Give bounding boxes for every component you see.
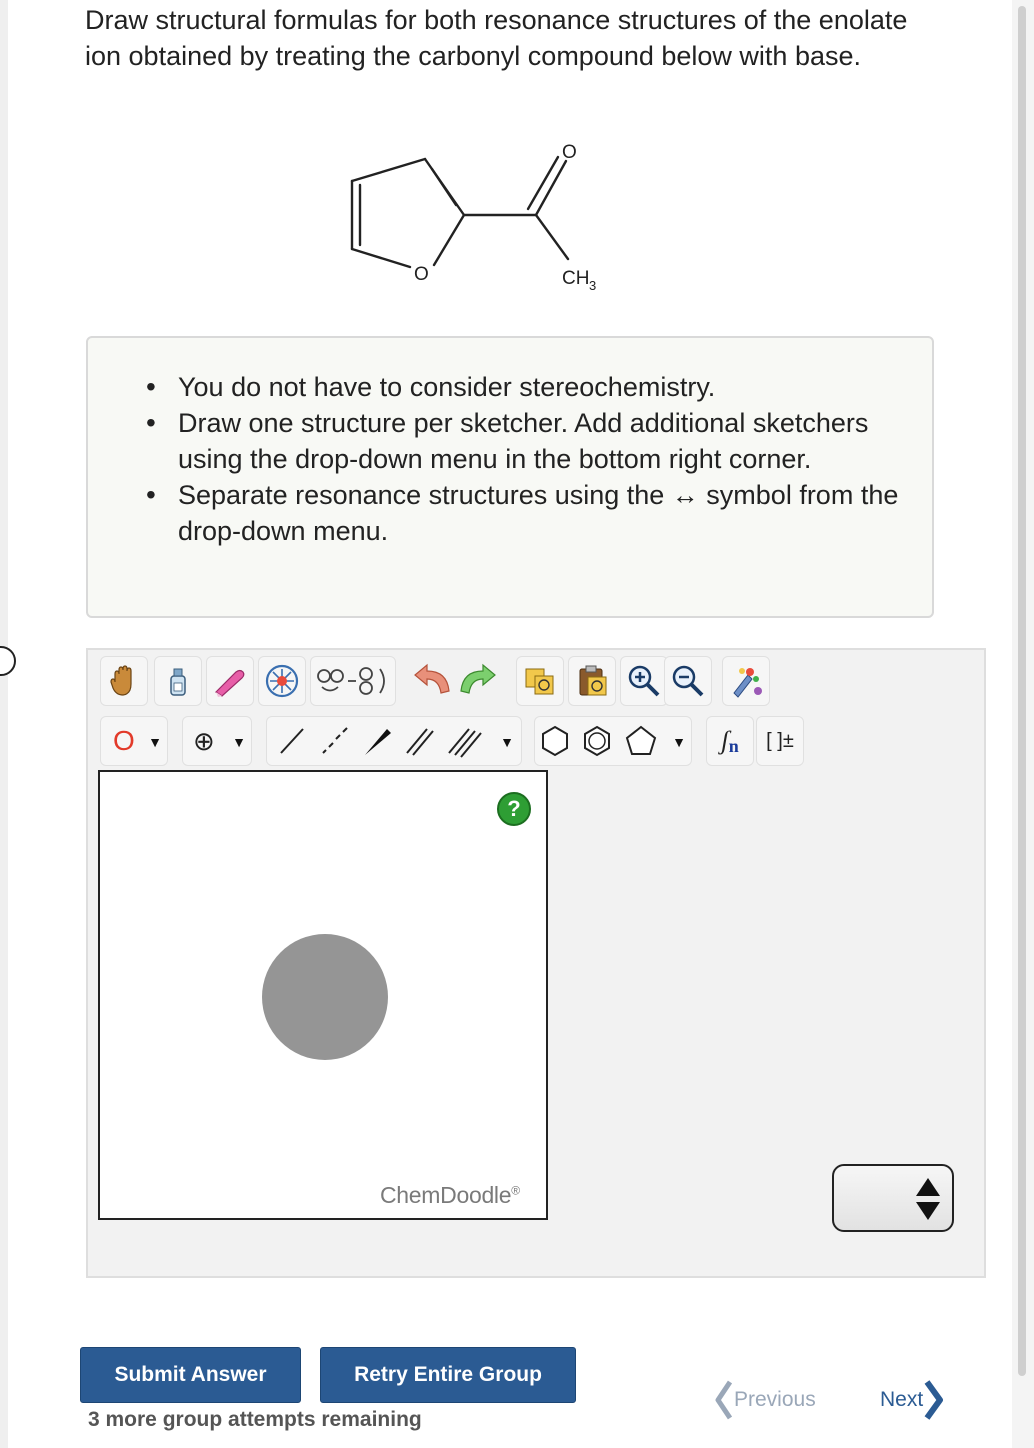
dashed-bond-icon[interactable]	[323, 728, 347, 753]
charge-plus-icon: ⊕	[193, 726, 215, 756]
ring-oxygen-label: O	[414, 264, 429, 285]
ring-tools	[534, 716, 692, 766]
cyclopentane-icon[interactable]	[627, 727, 655, 754]
cyclohexane-icon[interactable]	[543, 727, 567, 755]
undo-redo-group	[410, 656, 500, 706]
charge-selector[interactable]	[182, 716, 252, 766]
scrollbar-thumb[interactable]	[1018, 6, 1026, 1376]
chevron-left-icon	[714, 1380, 734, 1420]
sgroup-label: n	[728, 735, 739, 756]
copy-icon[interactable]	[516, 656, 564, 706]
element-dropdown-icon[interactable]: ▼	[148, 734, 162, 750]
retry-group-button[interactable]: Retry Entire Group	[320, 1347, 576, 1403]
select-arrows-icon	[916, 1176, 940, 1222]
element-label: O	[113, 725, 135, 756]
bracket-label: [ ]±	[766, 729, 794, 752]
ring-dropdown-icon[interactable]: ▼	[672, 734, 686, 750]
instructions-box	[86, 336, 934, 618]
lasso-selection-icon[interactable]	[258, 656, 306, 706]
methyl-subscript: 3	[589, 278, 597, 293]
previous-button[interactable]	[714, 1380, 816, 1420]
zoom-out-icon[interactable]	[664, 656, 712, 706]
eraser-icon[interactable]	[206, 656, 254, 706]
benzene-icon[interactable]	[585, 727, 609, 755]
instruction-item: • Draw one structure per sketcher. Add additional sketchers using the drop-down menu in the bottom right corner.	[178, 405, 918, 477]
bond-tools	[266, 716, 522, 766]
side-collapse-icon[interactable]	[0, 646, 16, 676]
sketcher-canvas[interactable]	[98, 770, 548, 1220]
zoom-in-icon[interactable]	[620, 656, 668, 706]
wedge-bond-icon[interactable]	[365, 729, 391, 755]
next-button[interactable]	[880, 1380, 945, 1420]
charge-dropdown-icon[interactable]: ▼	[232, 734, 246, 750]
template-rotate-icon[interactable]	[310, 656, 396, 706]
triple-bond-icon[interactable]	[449, 729, 481, 757]
scrollbar-track[interactable]	[1012, 0, 1034, 1448]
double-bond-icon[interactable]	[407, 729, 433, 755]
bracket-charge-icon[interactable]	[756, 716, 804, 766]
chevron-right-icon	[923, 1380, 945, 1420]
loading-indicator	[262, 934, 388, 1060]
chemdoodle-brand	[380, 1182, 520, 1209]
attempts-remaining: 3 more group attempts remaining	[88, 1408, 422, 1431]
single-bond-icon[interactable]	[281, 729, 303, 753]
clean-structure-icon[interactable]	[722, 656, 770, 706]
left-gutter	[0, 0, 8, 1448]
next-label: Next	[880, 1388, 924, 1411]
sgroup-icon[interactable]: ʃ n	[706, 716, 754, 766]
instruction-item: • You do not have to consider stereochemistry.	[178, 369, 918, 405]
clear-bottle-icon[interactable]	[154, 656, 202, 706]
brand-name: ChemDoodle	[380, 1182, 512, 1208]
methyl-label: CH	[562, 268, 590, 289]
sketcher-add-select[interactable]	[832, 1164, 954, 1232]
instruction-item: • Separate resonance structures using the ↔ symbol from the drop-down menu.	[178, 477, 918, 549]
previous-label: Previous	[734, 1388, 816, 1411]
paste-icon[interactable]	[568, 656, 616, 706]
bond-dropdown-icon[interactable]: ▼	[500, 734, 514, 750]
element-selector[interactable]	[100, 716, 168, 766]
submit-answer-button[interactable]: Submit Answer	[80, 1347, 301, 1403]
carbonyl-oxygen-label: O	[562, 142, 577, 163]
pan-hand-icon[interactable]	[100, 656, 148, 706]
help-icon[interactable]: ?	[497, 792, 531, 826]
instructions-list	[178, 369, 918, 549]
question-text: Draw structural formulas for both resonance structures of the enolate ion obtained by treating the carbonyl compound below with base.	[85, 5, 908, 71]
registered-mark: ®	[511, 1183, 520, 1198]
reactant-structure	[330, 135, 630, 305]
